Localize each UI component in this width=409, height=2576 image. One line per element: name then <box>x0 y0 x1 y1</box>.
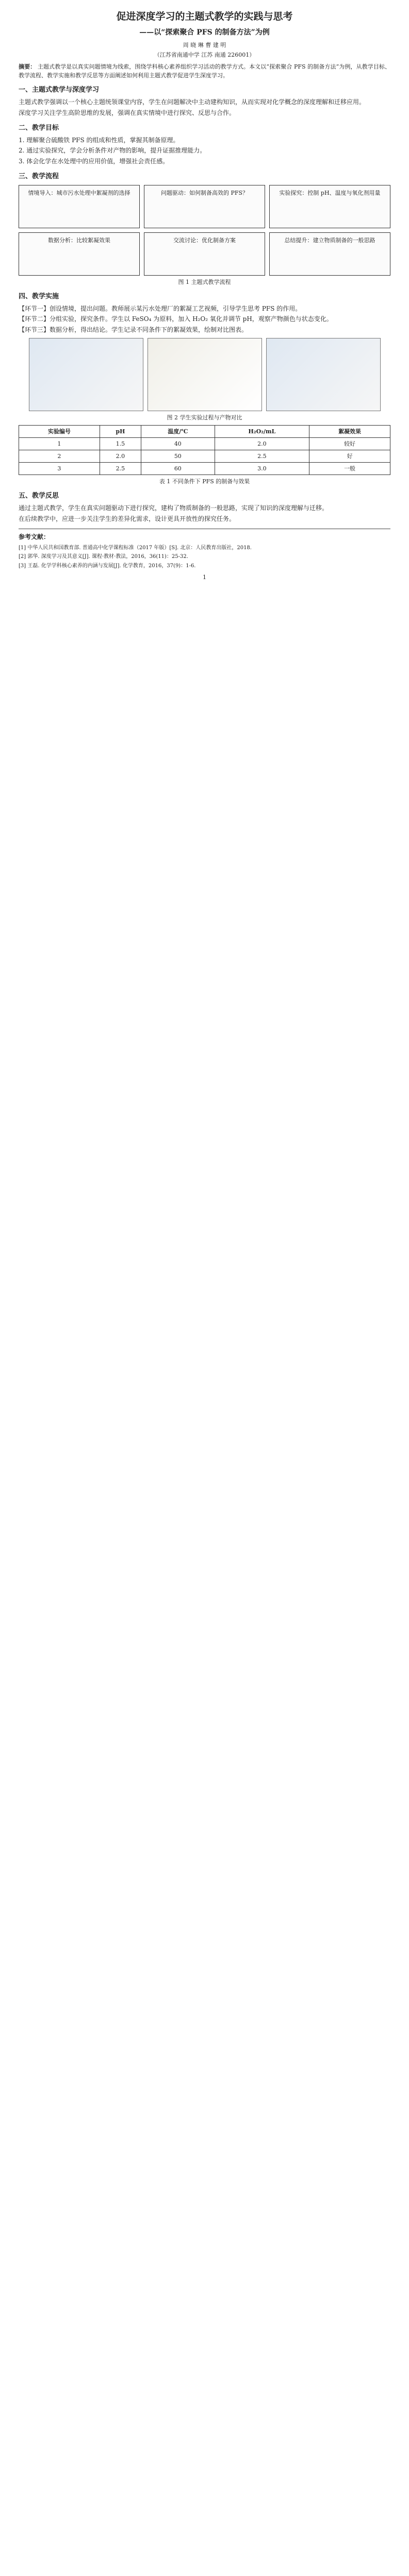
section-4 <box>19 292 390 486</box>
table-cell: 一般 <box>309 462 390 474</box>
table-cell: 1.5 <box>100 437 141 450</box>
article-affiliation: （江苏省南通中学 江苏 南通 226001） <box>154 52 255 59</box>
section-2-heading: 二、教学目标 <box>19 124 59 132</box>
section-5-paragraph-2: 在后续教学中，应进一步关注学生的差异化需求，设计更具开放性的探究任务。 <box>19 515 236 522</box>
table-cell: 2.5 <box>100 462 141 474</box>
experiment-photos <box>19 338 390 422</box>
section-2-paragraph-3: 3. 体会化学在水处理中的应用价值，增强社会责任感。 <box>19 157 169 165</box>
flow-caption: 图 1 主题式教学流程 <box>178 278 231 285</box>
section-5 <box>19 491 390 523</box>
table-cell: 2.0 <box>215 437 309 450</box>
photo-caption: 图 2 学生实验过程与产物对比 <box>167 414 242 421</box>
table-row <box>19 462 390 474</box>
section-5-heading: 五、教学反思 <box>19 492 59 500</box>
section-5-paragraph-1: 通过主题式教学，学生在真实问题驱动下进行探究，建构了物质制备的一般思路，实现了知识的深度理解与迁移。 <box>19 504 329 512</box>
section-1-paragraph-2: 深度学习关注学生高阶思维的发展，强调在真实情境中进行探究、反思与合作。 <box>19 109 236 117</box>
table-caption: 表 1 不同条件下 PFS 的制备与效果 <box>159 478 250 485</box>
article-page <box>19 9 390 582</box>
abstract-block <box>19 62 390 80</box>
table-header-row <box>19 425 390 437</box>
experiment-photo-3 <box>266 338 381 411</box>
article-authors: 周 晓 琳 曹 建 明 <box>183 42 226 49</box>
table-cell: 40 <box>141 437 215 450</box>
section-4-paragraph-2: 【环节二】分组实验，探究条件。学生以 FeSO₄ 为原料，加入 H₂O₂ 氧化并调节 pH，观察产物颜色与状态变化。 <box>19 315 333 323</box>
reference-item: [3] 王磊. 化学学科核心素养的内涵与发展[J]. 化学教育，2016，37(9)：1-6. <box>19 563 196 569</box>
table-row <box>19 450 390 462</box>
experiment-photo-2 <box>148 338 262 411</box>
page-number: 1 <box>203 574 206 581</box>
table-cell: 2 <box>19 450 100 462</box>
section-1-heading: 一、主题式教学与深度学习 <box>19 86 100 94</box>
section-4-heading: 四、教学实施 <box>19 292 59 300</box>
table-cell: 50 <box>141 450 215 462</box>
reference-item: [1] 中华人民共和国教育部. 普通高中化学课程标准（2017 年版）[S]. 北京：人民教育出版社，2018. <box>19 545 252 551</box>
table-cell: 较好 <box>309 437 390 450</box>
table-cell: 好 <box>309 450 390 462</box>
article-title: 促进深度学习的主题式教学的实践与思考 <box>116 11 293 22</box>
abstract-label: 摘要： <box>19 63 36 71</box>
teaching-flow-grid <box>19 185 390 276</box>
experiment-photo-1 <box>29 338 143 411</box>
reference-section <box>19 529 390 570</box>
table-cell: 3.0 <box>215 462 309 474</box>
table-header-cell: 温度/℃ <box>141 425 215 437</box>
table-header-cell: pH <box>100 425 141 437</box>
section-2 <box>19 123 390 166</box>
table-cell: 2.0 <box>100 450 141 462</box>
photo-row <box>19 338 390 411</box>
article-subtitle: ——以“探索聚合 PFS 的制备方法”为例 <box>139 28 270 37</box>
flow-box-1: 情境导入：城市污水处理中絮凝剂的选择 <box>19 185 140 228</box>
table-cell: 1 <box>19 437 100 450</box>
table-header-cell: 实验编号 <box>19 425 100 437</box>
table-header-cell: H₂O₂/mL <box>215 425 309 437</box>
table-cell: 2.5 <box>215 450 309 462</box>
section-1-paragraph-1: 主题式教学强调以一个核心主题统领课堂内容，学生在问题解决中主动建构知识，从而实现对化学概念的深度理解和迁移应用。 <box>19 98 366 106</box>
experiment-table <box>19 425 390 475</box>
table-cell: 3 <box>19 462 100 474</box>
flow-box-4: 数据分析：比较絮凝效果 <box>19 232 140 276</box>
abstract-text: 主题式教学是以真实问题情境为线索，围绕学科核心素养组织学习活动的教学方式。本文以“探索聚合 PFS 的制备方法”为例，从教学目标、教学流程、教学实施和教学反思等方面阐述如何利用主题式教学促进学生深度学习。 <box>19 63 391 79</box>
flow-box-3: 实验探究：控制 pH、温度与氧化剂用量 <box>269 185 390 228</box>
section-2-paragraph-1: 1. 理解聚合硫酸铁 PFS 的组成和性质，掌握其制备原理。 <box>19 136 179 144</box>
teaching-flow-figure <box>19 185 390 286</box>
table-row <box>19 437 390 450</box>
table-header-cell: 絮凝效果 <box>309 425 390 437</box>
flow-box-6: 总结提升：建立物质制备的一般思路 <box>269 232 390 276</box>
reference-item: [2] 郭华. 深度学习及其意义[J]. 课程·教材·教法，2016，36(11)：25-32. <box>19 554 188 560</box>
section-3-heading: 三、教学流程 <box>19 172 59 180</box>
flow-box-2: 问题驱动：如何制备高效的 PFS？ <box>144 185 265 228</box>
reference-heading: 参考文献： <box>19 533 50 541</box>
table-cell: 60 <box>141 462 215 474</box>
section-3 <box>19 172 390 286</box>
section-1 <box>19 85 390 117</box>
flow-box-5: 交流讨论：优化制备方案 <box>144 232 265 276</box>
section-4-paragraph-1: 【环节一】创设情境，提出问题。教师展示某污水处理厂的絮凝工艺视频，引导学生思考 PFS 的作用。 <box>19 304 302 312</box>
data-table-block <box>19 425 390 486</box>
section-2-paragraph-2: 2. 通过实验探究，学会分析条件对产物的影响，提升证据推理能力。 <box>19 147 206 155</box>
section-4-paragraph-3: 【环节三】数据分析，得出结论。学生记录不同条件下的絮凝效果，绘制对比图表。 <box>19 326 248 334</box>
